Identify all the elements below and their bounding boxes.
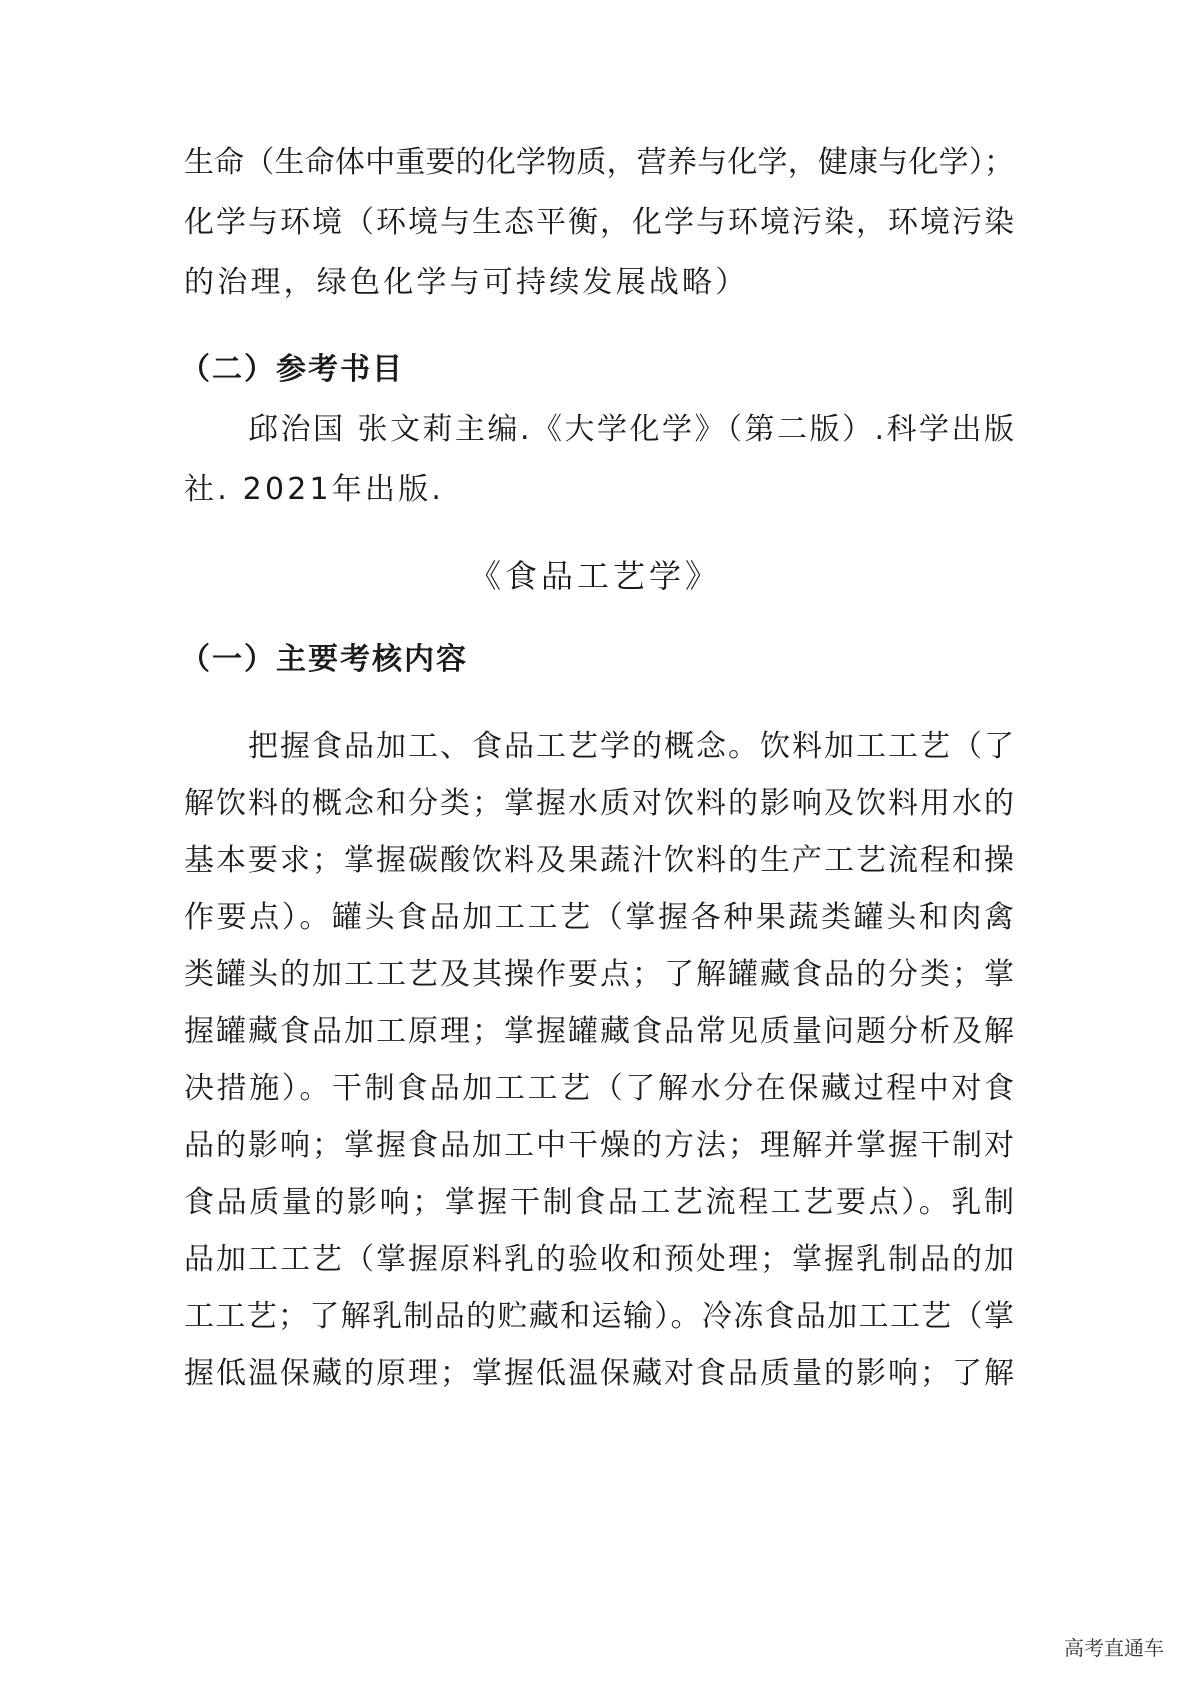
content-line: 把握食品加工、食品工艺学的概念。饮料加工工艺（了: [248, 729, 1014, 764]
watermark-label: 高考直通车: [1060, 1630, 1168, 1663]
content-line: 握低温保藏的原理；掌握低温保藏对食品质量的影响；了解: [184, 1356, 1014, 1391]
content-line: 品加工工艺（掌握原料乳的验收和预处理；掌握乳制品的加: [184, 1242, 1014, 1277]
content-line: 工工艺；了解乳制品的贮藏和运输）。冷冻食品加工工艺（掌: [184, 1299, 1014, 1334]
course-title: 《食品工艺学》: [468, 557, 721, 595]
content-line: 食品质量的影响；掌握干制食品工艺流程工艺要点）。乳制: [184, 1185, 1014, 1220]
top-paragraph-line: 化学与环境（环境与生态平衡，化学与环境污染，环境污染: [184, 205, 1014, 240]
reference-line: 邱治国 张文莉主编.《大学化学》（第二版）.科学出版: [248, 412, 1014, 447]
content-line: 解饮料的概念和分类；掌握水质对饮料的影响及饮料用水的: [184, 786, 1014, 821]
content-line: 基本要求；掌握碳酸饮料及果蔬汁饮料的生产工艺流程和操: [184, 843, 1014, 878]
content-line: 作要点）。罐头食品加工工艺（掌握各种果蔬类罐头和肉禽: [184, 900, 1014, 935]
content-line: 品的影响；掌握食品加工中干燥的方法；理解并掌握干制对: [184, 1128, 1014, 1163]
reference-heading: （二）参考书目: [180, 352, 404, 387]
content-line: 决措施）。干制食品加工工艺（了解水分在保藏过程中对食: [184, 1071, 1014, 1106]
reference-line: 社. 2021年出版.: [184, 472, 445, 507]
top-paragraph-line: 生命（生命体中重要的化学物质，营养与化学，健康与化学）；: [184, 145, 1014, 180]
top-paragraph-line: 的治理，绿色化学与可持续发展战略）: [184, 265, 749, 300]
content-heading: （一）主要考核内容: [180, 642, 468, 677]
content-line: 类罐头的加工工艺及其操作要点；了解罐藏食品的分类；掌: [184, 957, 1014, 992]
content-line: 握罐藏食品加工原理；掌握罐藏食品常见质量问题分析及解: [184, 1014, 1014, 1049]
